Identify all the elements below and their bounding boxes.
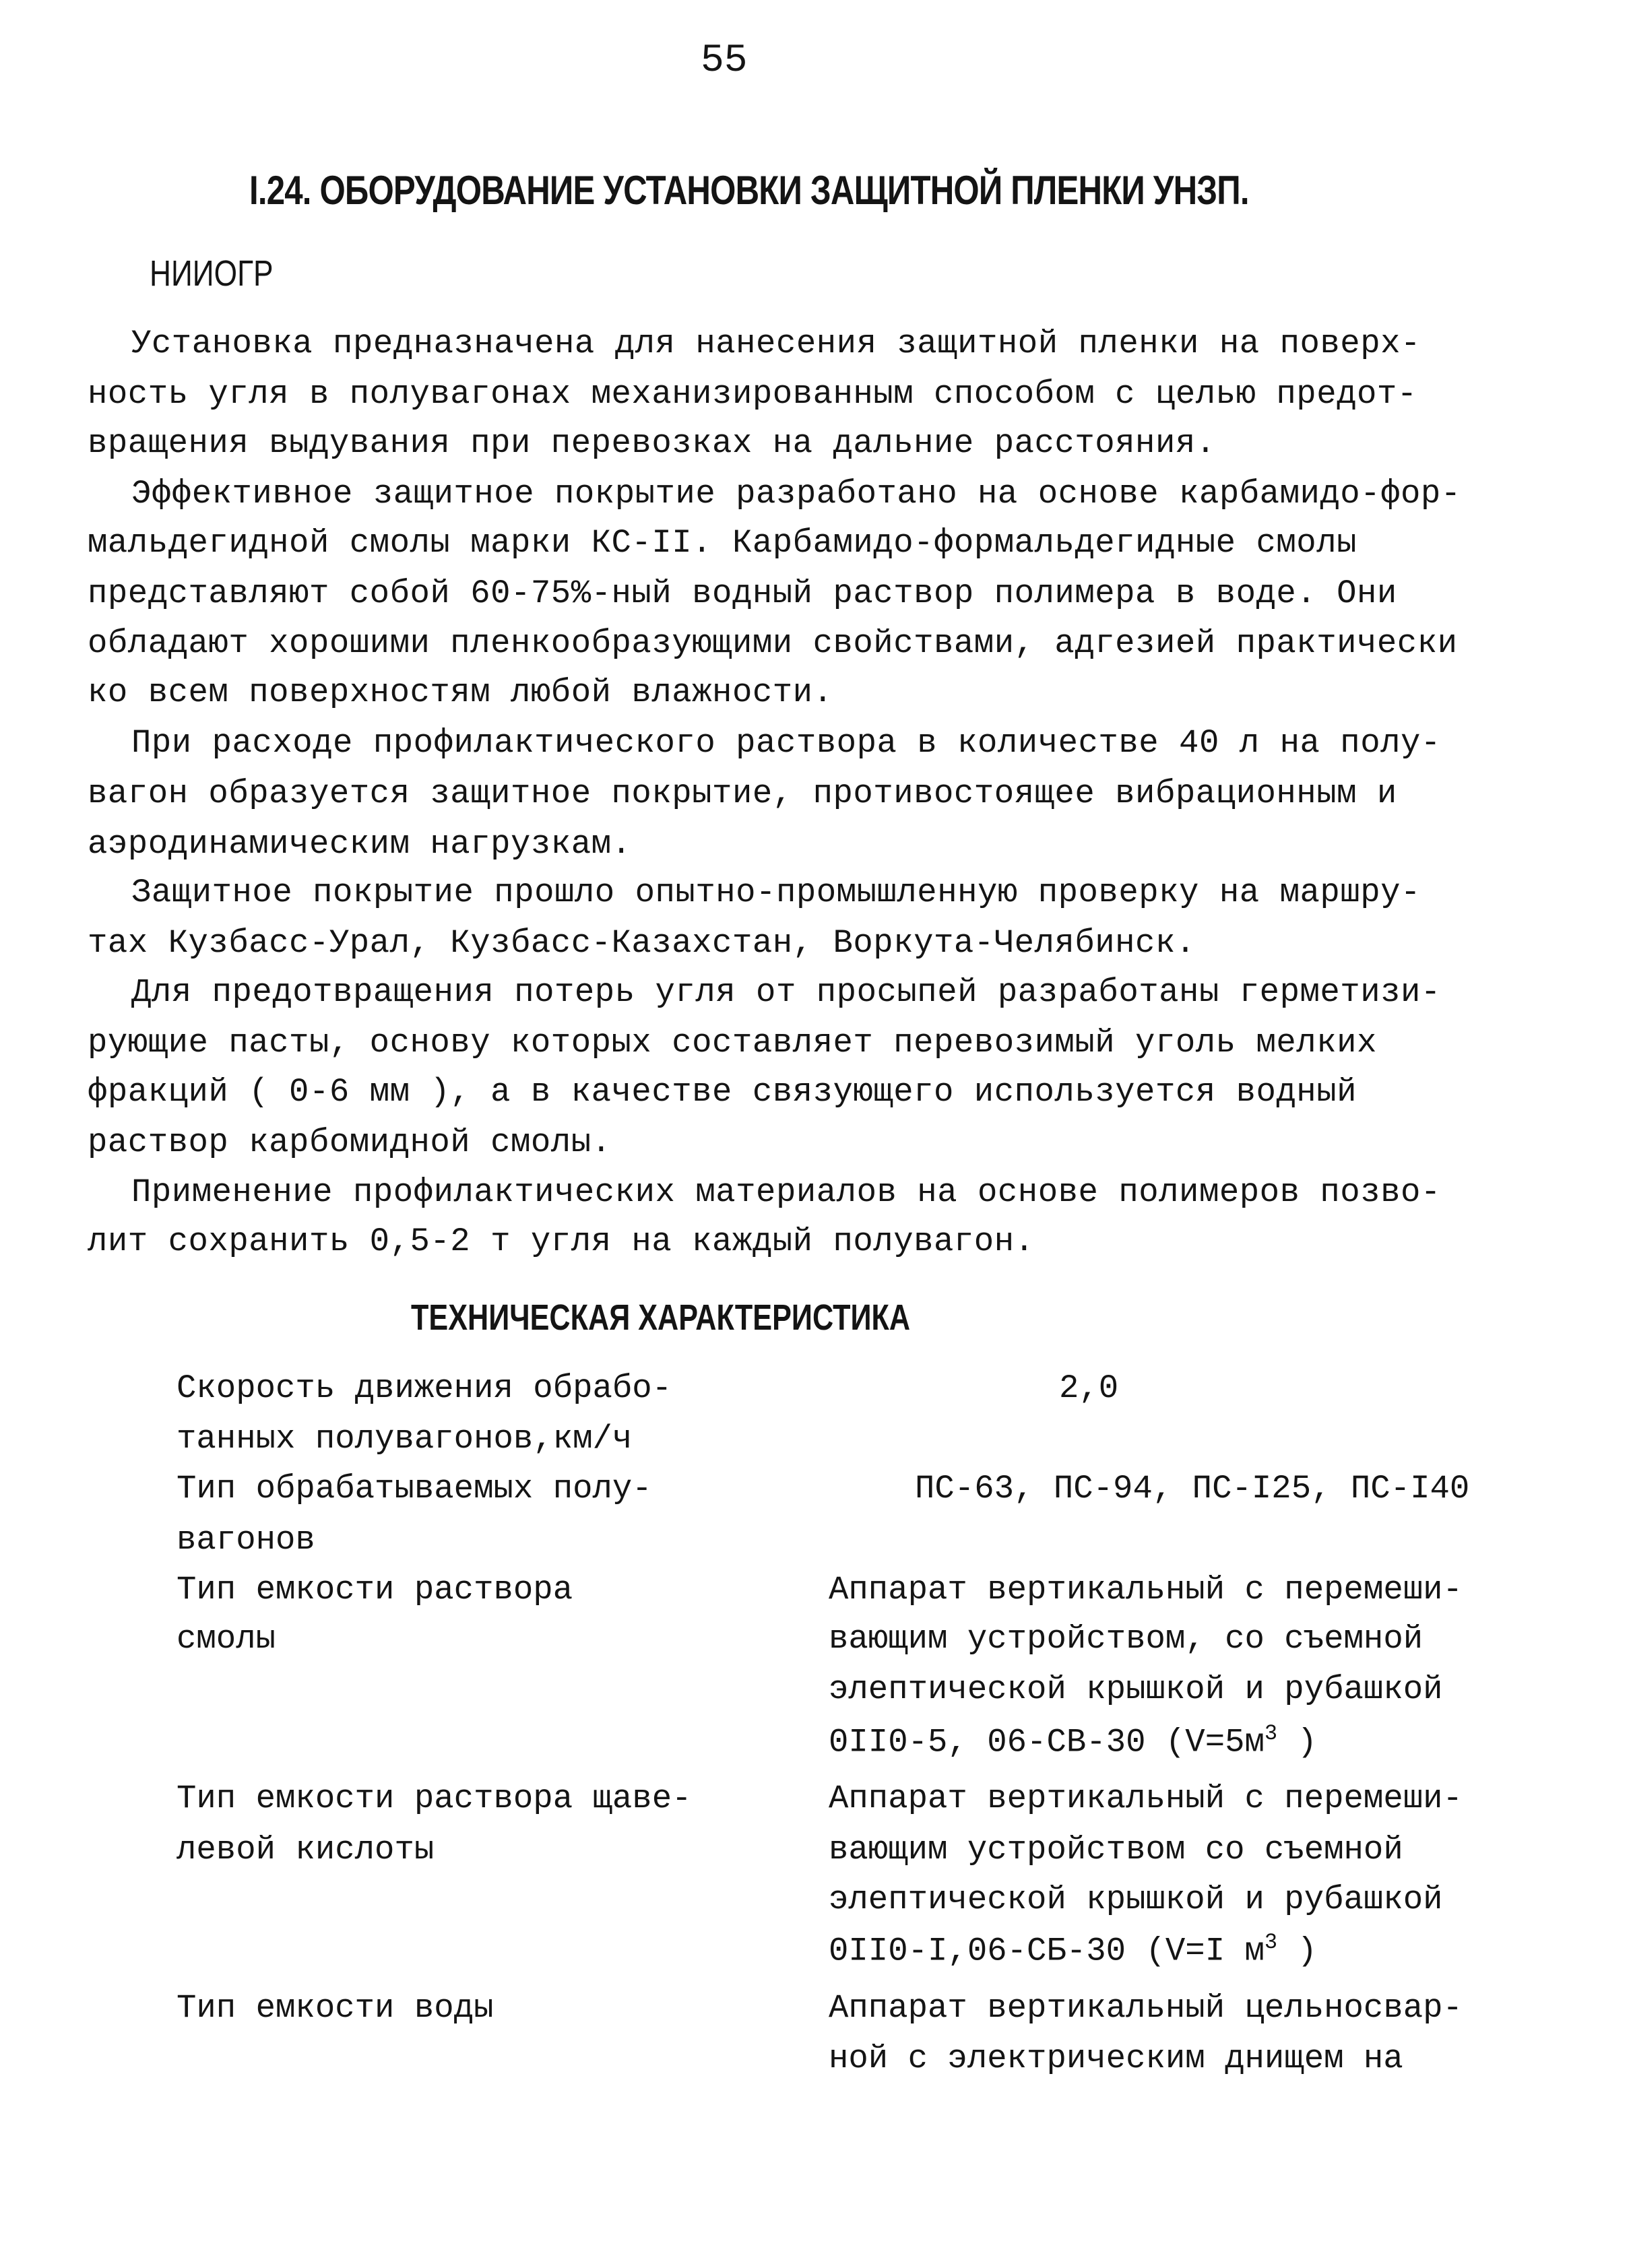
spec-label: Тип емкости воды bbox=[177, 1989, 494, 2027]
paragraph-line: раствор карбомидной смолы. bbox=[88, 1124, 612, 1161]
spec-value: элептической крышкой и рубашкой bbox=[829, 1671, 1443, 1708]
spec-value: Аппарат вертикальный цельносвар- bbox=[829, 1989, 1463, 2027]
paragraph-line: Применение профилактических материалов на основе полимеров позво- bbox=[131, 1173, 1441, 1211]
tech-heading: ТЕХНИЧЕСКАЯ ХАРАКТЕРИСТИКА bbox=[411, 1297, 911, 1338]
organization-name: НИИОГР bbox=[150, 253, 274, 294]
paragraph-line: фракций ( 0-6 мм ), а в качестве связующего используется водный bbox=[88, 1073, 1357, 1111]
paragraph-line: мальдегидной смолы марки КС-II. Карбамидо-формальдегидные смолы bbox=[88, 524, 1357, 562]
spec-value: Аппарат вертикальный с перемеши- bbox=[829, 1780, 1463, 1817]
spec-value: 0II0-I,06-СБ-30 (V=I м bbox=[829, 1932, 1265, 1970]
spec-value: ной с электрическим днищем на bbox=[829, 2040, 1403, 2077]
paragraph-line: вращения выдувания при перевозках на дальние расстояния. bbox=[88, 424, 1216, 462]
paragraph-line: Установка предназначена для нанесения защитной пленки на поверх- bbox=[131, 325, 1421, 362]
paragraph-line: вагон образуется защитное покрытие, противостоящее вибрационным и bbox=[88, 775, 1397, 812]
spec-value: вающим устройством, со съемной bbox=[829, 1620, 1424, 1658]
spec-label: Тип обрабатываемых полу- bbox=[177, 1470, 652, 1508]
spec-label: левой кислоты bbox=[177, 1831, 435, 1869]
paragraph-line: ность угля в полувагонах механизированным способом с целью предот- bbox=[88, 375, 1417, 413]
spec-value: 2,0 bbox=[1059, 1369, 1119, 1407]
superscript: 3 bbox=[1264, 1721, 1278, 1746]
paragraph-line: При расходе профилактического раствора в количестве 40 л на полу- bbox=[131, 724, 1441, 762]
paragraph-line: рующие пасты, основу которых составляет перевозимый уголь мелких bbox=[88, 1024, 1377, 1062]
spec-label: вагонов bbox=[177, 1521, 315, 1559]
paragraph-line: Эффективное защитное покрытие разработано на основе карбамидо-фор- bbox=[131, 475, 1461, 513]
paragraph-line: ко всем поверхностям любой влажности. bbox=[88, 674, 833, 711]
paragraph-line: Защитное покрытие прошло опытно-промышленную проверку на маршру- bbox=[131, 874, 1421, 911]
paragraph-line: лит сохранить 0,5-2 т угля на каждый полувагон. bbox=[88, 1223, 1035, 1260]
page-number: 55 bbox=[701, 39, 748, 83]
spec-label: Тип емкости раствора щаве- bbox=[177, 1780, 692, 1817]
superscript: 3 bbox=[1264, 1930, 1278, 1955]
spec-value: 0II0-5, 06-СВ-30 (V=5м bbox=[829, 1723, 1265, 1761]
paragraph-line: аэродинамическим нагрузкам. bbox=[88, 825, 632, 863]
paragraph-line: представляют собой 60-75%-ный водный раствор полимера в воде. Они bbox=[88, 575, 1397, 612]
spec-label: танных полувагонов,км/ч bbox=[177, 1420, 633, 1458]
spec-value: Аппарат вертикальный с перемеши- bbox=[829, 1571, 1463, 1609]
paragraph-line: тах Кузбасс-Урал, Кузбасс-Казахстан, Воркута-Челябинск. bbox=[88, 924, 1196, 962]
spec-value: вающим устройством со съемной bbox=[829, 1831, 1403, 1869]
paragraph-line: Для предотвращения потерь угля от просыпей разработаны герметизи- bbox=[131, 973, 1441, 1011]
spec-value: элептической крышкой и рубашкой bbox=[829, 1881, 1443, 1918]
spec-label: смолы bbox=[177, 1620, 276, 1658]
spec-value: ПС-63, ПС-94, ПС-I25, ПС-I40 bbox=[915, 1470, 1470, 1508]
paragraph-line: обладают хорошими пленкообразующими свойствами, адгезией практически bbox=[88, 624, 1458, 662]
spec-value-volume bbox=[829, 1721, 1317, 1761]
spec-value-suffix: ) bbox=[1297, 1932, 1317, 1970]
spec-label: Тип емкости раствора bbox=[177, 1571, 573, 1609]
section-title: I.24. ОБОРУДОВАНИЕ УСТАНОВКИ ЗАЩИТНОЙ ПЛЕНКИ УНЗП. bbox=[249, 168, 1249, 213]
spec-value-volume bbox=[829, 1930, 1317, 1970]
spec-label: Скорость движения обрабо- bbox=[177, 1369, 672, 1407]
spec-value-suffix: ) bbox=[1297, 1723, 1317, 1761]
